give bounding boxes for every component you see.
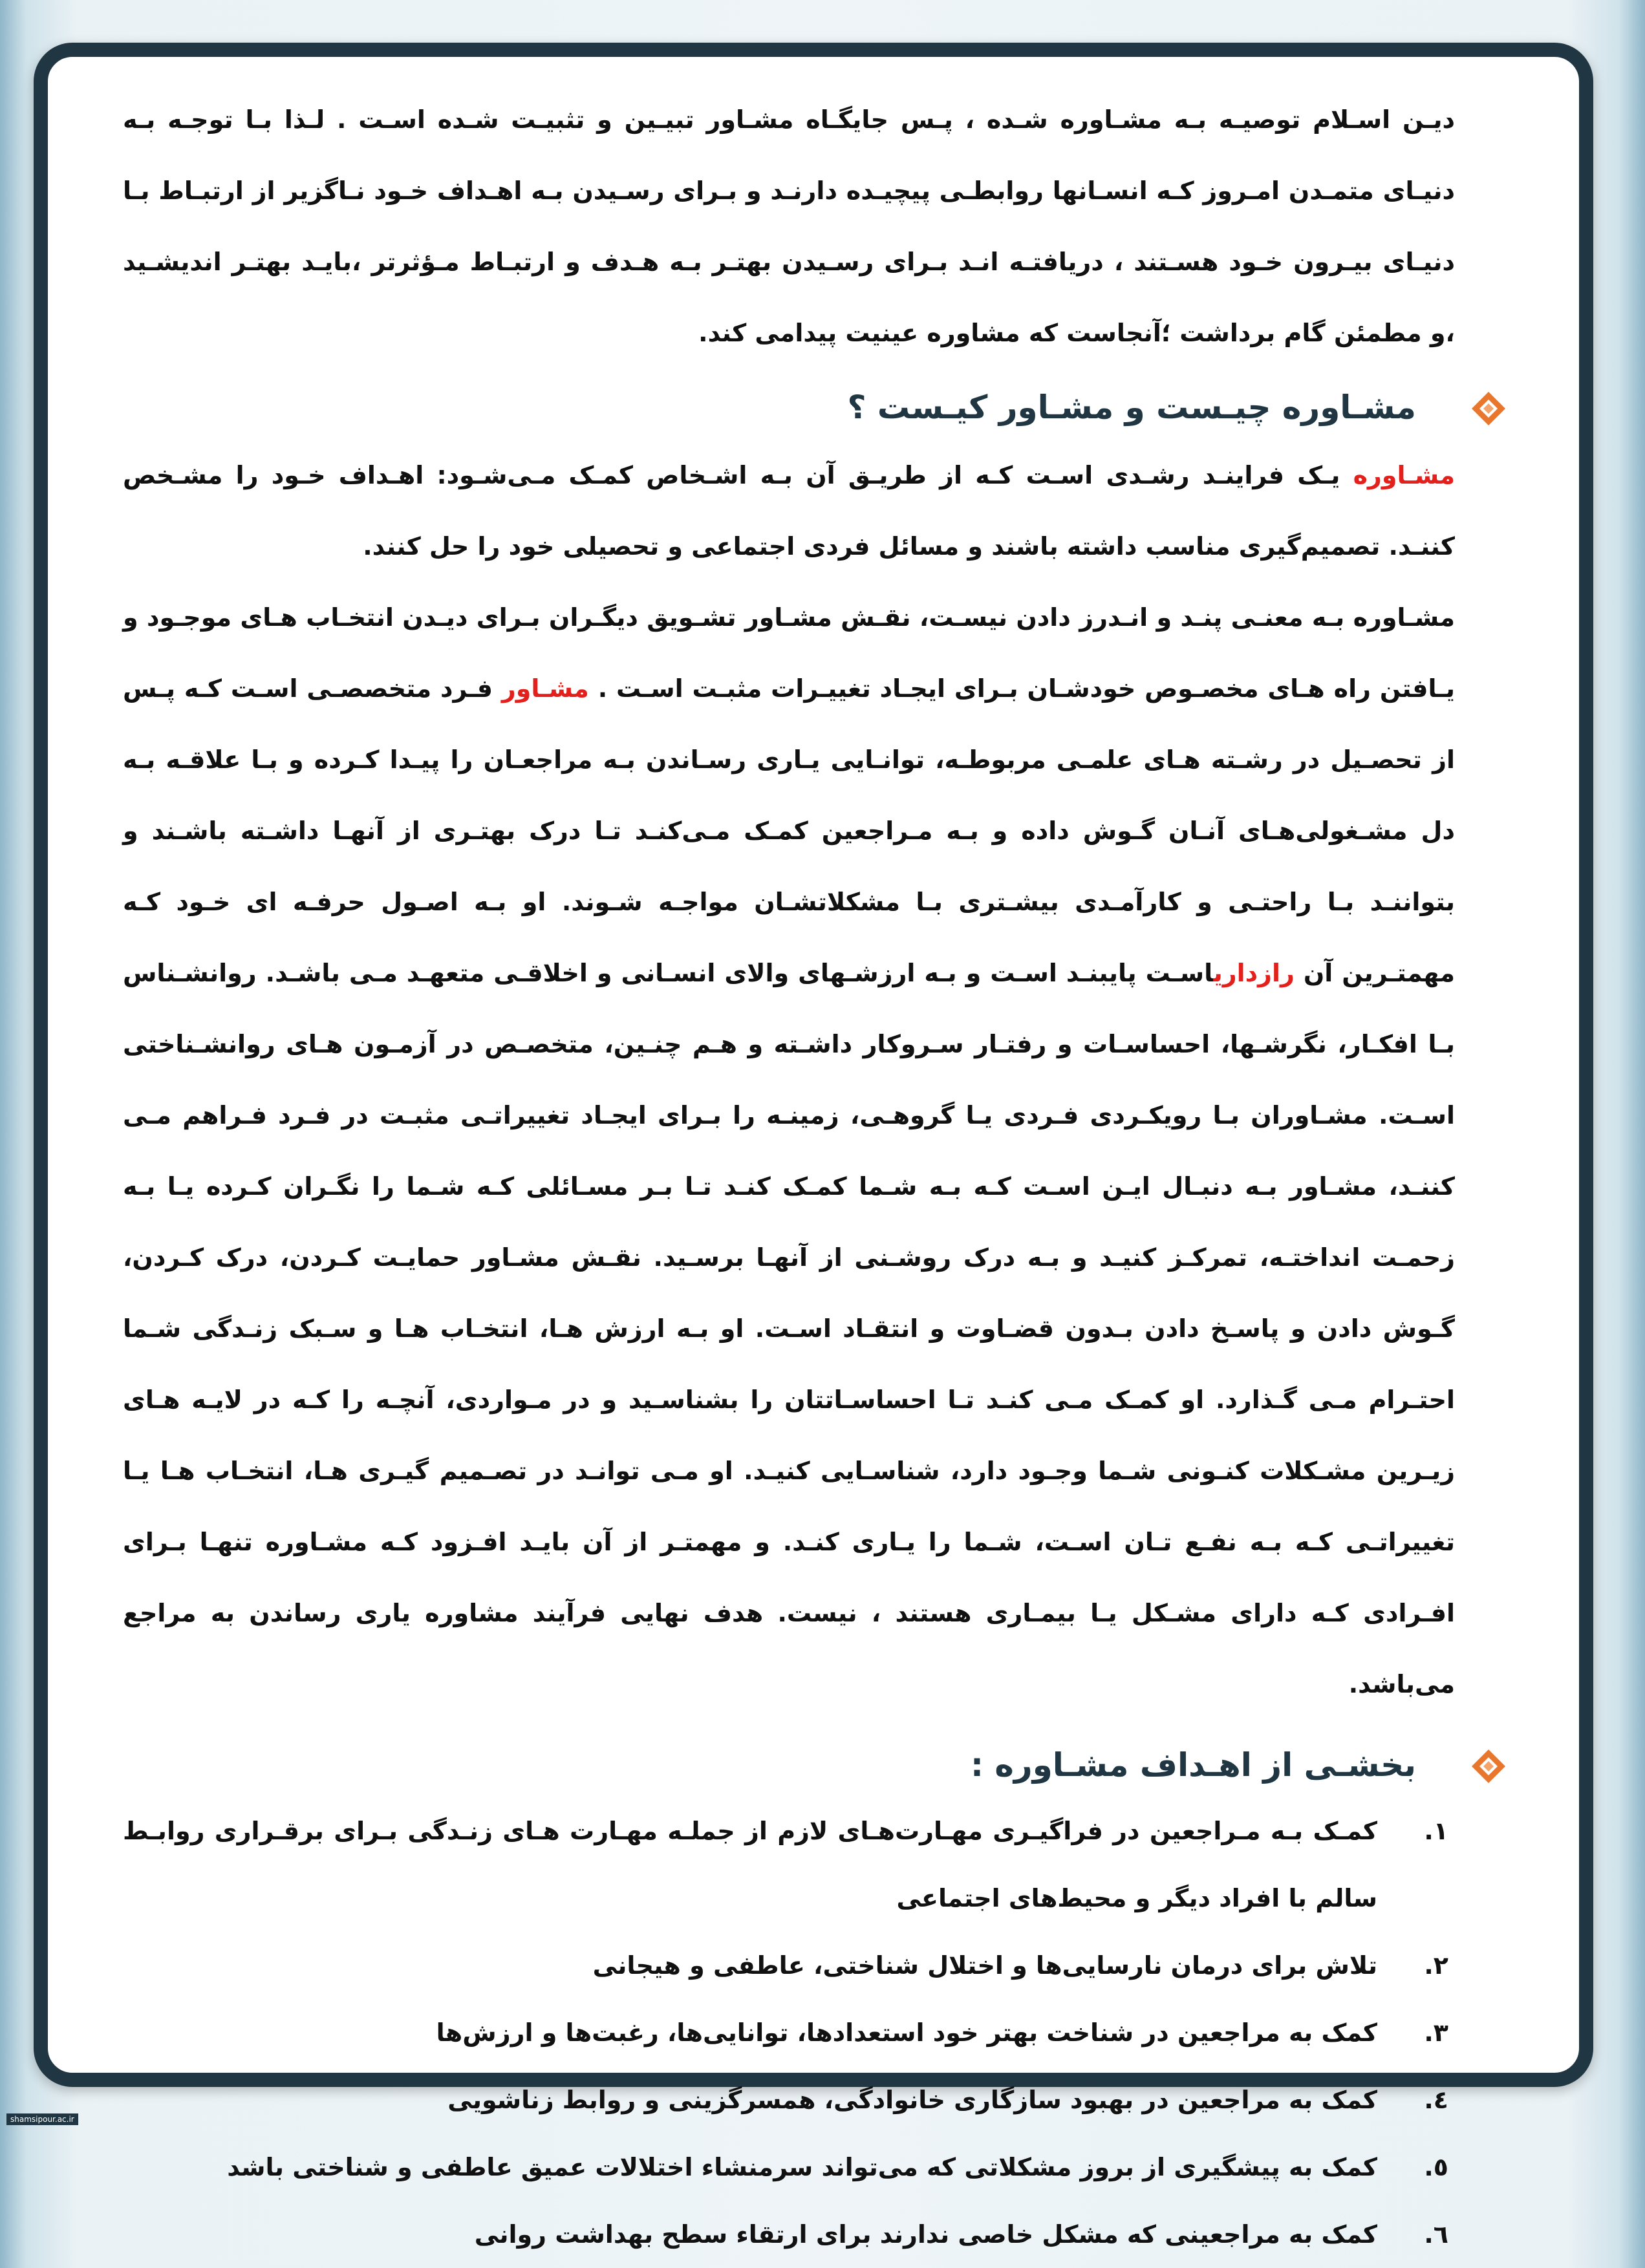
counselor-text-1: مشـاوره بـه معنـی پنـد و انـدرز دادن نیسـت، نقـش مشـاور تشـویق دیگـران بـرای دیـدن انتخـاب هـای موجـود و یـافتن راه هـای مخصـوص خودشـان بـرای ایجـاد تغییـرات مثبـت اسـت . <box>123 603 1455 703</box>
definition-text: یـک فراینـد رشـدی اسـت کـه از طریـق آن بـه اشـخاص کمـک مـی‌شـود: اهـداف خـود را مشـخص کننـد. تصمیم‌گیری مناسب داشته باشند و مسائل فردی اجتماعی و تحصیلی خود را حل کنند. <box>123 461 1455 561</box>
list-item: ٦. کمک به مراجعینی که مشکل خاصی ندارند برای ارتقاء سطح بهداشت روانی <box>474 2220 1448 2249</box>
site-watermark: shamsipour.ac.ir <box>6 2113 78 2125</box>
goals-list <box>123 1797 1455 2268</box>
list-item: ١. کمـک بـه مـراجعین در فراگیـری مهـارت‌هـای لازم از جملـه مهـارت هـای زنـدگی بـرای برقـراری روابـط سالم با افراد دیگر و محیط‌های اجتماعی <box>123 1817 1448 1912</box>
counselor-text-3: اسـت پایبنـد اسـت و بـه ارزشـهای والای انسـانی و اخلاقـی متعهـد مـی باشـد. روانشـناس بـا افکـار، نگرشـها، احساسـات و رفتـار سـروکار داشـته و هـم چنـین، متخصـص در آزمـون هـای روانشـناختی اسـت. مشـاوران بـا رویکـردی فـردی یـا گروهـی، زمینـه را بـرای ایجـاد تغییراتـی مثبـت در فـرد فـراهم مـی کننـد، مشـاور بـه دنبـال ایـن اسـت کـه بـه شـما کمـک کنـد تـا بـر مسـائلی کـه شـما را نگـران کـرده یـا بـه زحمـت انداختـه، تمرکـز کنیـد و بـه درک روشـنی از آنهـا برسـید. نقـش مشـاور حمایـت کـردن، درک کـردن، گـوش دادن و پاسـخ دادن بـدون قضـاوت و انتقـاد اسـت. او بـه ارزش هـا، انتخـاب هـا و سـبک زنـدگی شـما احتـرام مـی گـذارد. او کمـک مـی کنـد تـا احساسـاتتان را بشناسـید و در مـواردی، آنچـه را کـه در لایـه هـای زیـرین مشـکلات کنـونی شـما وجـود دارد، شناسـایی کنیـد. او مـی توانـد در تصـمیم گیـری هـا، انتخـاب هـا یـا تغییراتـی کـه بـه نفـع تـان اسـت، شـما را یـاری کنـد. و مهمتـر از آن بایـد افـزود کـه مشـاوره تنهـا بـرای افـرادی کـه دارای مشـکل یـا بیمـاری هستند ، نیست. هدف نهایی فرآیند مشاوره یاری رساندن به مراجع می‌باشد. <box>123 959 1455 1698</box>
section-title: بخشـی از اهـداف مشـاوره : <box>971 1746 1416 1784</box>
keyword-counselor: مشـاور <box>501 674 589 703</box>
definition-paragraph <box>123 440 1455 582</box>
intro-paragraph: دیـن اسـلام توصیـه بـه مشـاوره شـده ، پـس جایگـاه مشـاور تبیـین و تثبیـت شـده اسـت . لـذا بـا توجـه بـه دنیـای متمـدن امـروز کـه انسـانها روابطـی پیچیـده دارنـد و بـرای رسـیدن بـه اهـداف خـود نـاگزیر از ارتبـاط بـا دنیـای بیـرون خـود هسـتند ، دریافتـه انـد بـرای رسـیدن بهتـر بـه هـدف و ارتبـاط مـؤثرتر ،بایـد بهتـر اندیشـید ،و مطمئن گام برداشت ؛آنجاست که مشاوره عینیت پیدامی کند. <box>123 105 1455 347</box>
diamond-bullet-icon <box>1470 1748 1507 1784</box>
section-title: مشـاوره چیـست و مشـاور کیـست ؟ <box>847 389 1416 426</box>
counselor-paragraph <box>123 582 1455 1720</box>
keyword-counseling: مشـاوره <box>1353 461 1455 489</box>
section-heading-counseling <box>123 375 1455 440</box>
keyword-confidentiality: رازداری <box>1213 959 1295 987</box>
list-item: ٣. کمک به مراجعین در شناخت بهتر خود استعدادها، توانایی‌ها، رغبت‌ها و ارزش‌ها <box>436 2018 1448 2047</box>
section-heading-goals <box>123 1733 1455 1797</box>
list-item: ٢. تلاش برای درمان نارسایی‌ها و اختلال شناختی، عاطفی و هیجانی <box>592 1951 1448 1980</box>
diamond-bullet-icon <box>1470 390 1507 427</box>
document-body <box>123 84 1455 2268</box>
list-item: ٤. کمک به مراجعین در بهبود سازگاری خانوادگی، همسرگزینی و روابط زناشویی <box>447 2086 1448 2114</box>
list-item: ٥. کمک به پیشگیری از بروز مشکلاتی که می‌تواند سرمنشاء اختلالات عمیق عاطفی و شناختی باشد <box>227 2153 1448 2181</box>
counselor-text-2: فـرد متخصصـی اسـت کـه پـس از تحصـیل در رشـته هـای علمـی مربوطـه، توانـایی یـاری رسـاندن بـه مراجعـان را پیـدا کـرده و بـا علاقـه بـه دل مشـغولی‌هـای آنـان گـوش داده و بـه مـراجعین کمـک مـی‌کنـد تـا درک بهتـری از آنهـا داشـته باشـند و بتواننـد بـا راحتـی و کارآمـدی بیشـتری بـا مشکلاتشـان مواجـه شـوند. او بـه اصـول حرفـه ای خـود کـه مهمتـرین آن <box>123 674 1455 987</box>
